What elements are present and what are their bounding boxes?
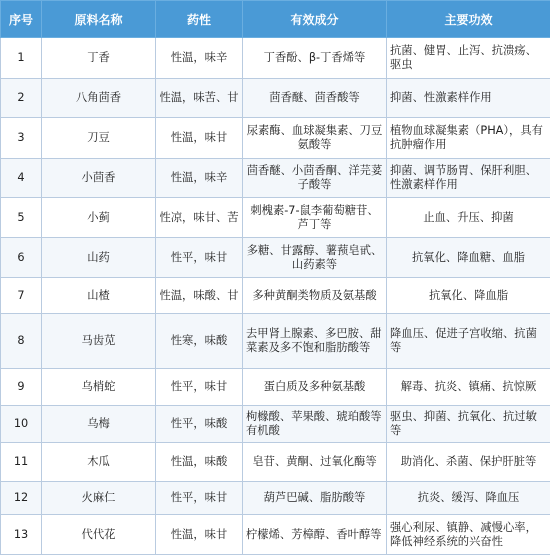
- table-row: [1, 198, 550, 238]
- cell-ingredients: 去甲肾上腺素、多巴胺、甜菜素及多不饱和脂肪酸等: [243, 314, 387, 369]
- cell-index: 2: [1, 79, 42, 118]
- header-effects: 主要功效: [387, 1, 550, 38]
- header-name: 原料名称: [42, 1, 156, 38]
- header-index: 序号: [1, 1, 42, 38]
- cell-effects: 解毒、抗炎、镇痛、抗惊厥: [387, 369, 550, 406]
- table-row: [1, 369, 550, 406]
- cell-name: 木瓜: [42, 443, 156, 482]
- cell-name: 山楂: [42, 278, 156, 314]
- table-row: [1, 79, 550, 118]
- cell-name: 丁香: [42, 38, 156, 79]
- cell-name: 马齿苋: [42, 314, 156, 369]
- table-row: [1, 314, 550, 369]
- cell-index: 8: [1, 314, 42, 369]
- cell-effects: 抗氧化、降血糖、血脂: [387, 238, 550, 278]
- cell-name: 火麻仁: [42, 482, 156, 515]
- cell-ingredients: 丁香酚、β-丁香烯等: [243, 38, 387, 79]
- cell-property: 性温，味甘: [156, 118, 243, 159]
- cell-index: 13: [1, 515, 42, 555]
- cell-ingredients: 多糖、甘露醇、薯蓣皂甙、山药素等: [243, 238, 387, 278]
- cell-ingredients: 茴香醚、茴香酸等: [243, 79, 387, 118]
- cell-index: 9: [1, 369, 42, 406]
- cell-index: 5: [1, 198, 42, 238]
- cell-name: 刀豆: [42, 118, 156, 159]
- cell-ingredients: 葫芦巴碱、脂肪酸等: [243, 482, 387, 515]
- cell-effects: 抗炎、缓泻、降血压: [387, 482, 550, 515]
- cell-property: 性温，味酸、甘: [156, 278, 243, 314]
- table-row: [1, 118, 550, 159]
- cell-index: 1: [1, 38, 42, 79]
- cell-name: 小茴香: [42, 159, 156, 198]
- cell-ingredients: 多种黄酮类物质及氨基酸: [243, 278, 387, 314]
- cell-effects: 植物血球凝集素（PHA），具有抗肿瘤作用: [387, 118, 550, 159]
- table-row: [1, 278, 550, 314]
- cell-property: 性平，味甘: [156, 369, 243, 406]
- table-row: [1, 482, 550, 515]
- cell-name: 乌梅: [42, 406, 156, 443]
- header-property: 药性: [156, 1, 243, 38]
- cell-index: 4: [1, 159, 42, 198]
- cell-ingredients: 枸橼酸、苹果酸、琥珀酸等有机酸: [243, 406, 387, 443]
- cell-name: 代代花: [42, 515, 156, 555]
- cell-effects: 抗菌、健胃、止泻、抗溃疡、驱虫: [387, 38, 550, 79]
- cell-name: 山药: [42, 238, 156, 278]
- cell-effects: 强心利尿、镇静、减慢心率，降低神经系统的兴奋性: [387, 515, 550, 555]
- table-row: [1, 38, 550, 79]
- cell-property: 性温，味酸: [156, 443, 243, 482]
- cell-ingredients: 皂苷、黄酮、过氧化酶等: [243, 443, 387, 482]
- cell-index: 6: [1, 238, 42, 278]
- cell-effects: 止血、升压、抑菌: [387, 198, 550, 238]
- table-row: [1, 443, 550, 482]
- cell-ingredients: 柠檬烯、芳樟醇、香叶醇等: [243, 515, 387, 555]
- header-ingredients: 有效成分: [243, 1, 387, 38]
- cell-effects: 助消化、杀菌、保护肝脏等: [387, 443, 550, 482]
- cell-name: 乌梢蛇: [42, 369, 156, 406]
- cell-name: 小蓟: [42, 198, 156, 238]
- cell-index: 12: [1, 482, 42, 515]
- cell-effects: 抑菌、调节肠胃、保肝利胆、性激素样作用: [387, 159, 550, 198]
- cell-property: 性温，味甘: [156, 515, 243, 555]
- cell-property: 性平，味甘: [156, 482, 243, 515]
- cell-property: 性温，味辛: [156, 38, 243, 79]
- cell-index: 10: [1, 406, 42, 443]
- cell-effects: 抑菌、性激素样作用: [387, 79, 550, 118]
- table-row: [1, 406, 550, 443]
- cell-property: 性寒，味酸: [156, 314, 243, 369]
- cell-property: 性平，味甘: [156, 238, 243, 278]
- table-row: [1, 515, 550, 555]
- cell-index: 3: [1, 118, 42, 159]
- cell-property: 性温，味辛: [156, 159, 243, 198]
- cell-property: 性平，味酸: [156, 406, 243, 443]
- cell-ingredients: 茴香醚、小茴香酮、洋芫荽子酸等: [243, 159, 387, 198]
- cell-index: 7: [1, 278, 42, 314]
- cell-name: 八角茴香: [42, 79, 156, 118]
- table-header-row: [1, 1, 550, 38]
- cell-property: 性温，味苦、甘: [156, 79, 243, 118]
- table-row: [1, 238, 550, 278]
- cell-ingredients: 蛋白质及多种氨基酸: [243, 369, 387, 406]
- cell-property: 性凉，味甘、苦: [156, 198, 243, 238]
- cell-index: 11: [1, 443, 42, 482]
- table-row: [1, 159, 550, 198]
- cell-effects: 驱虫、抑菌、抗氧化、抗过敏等: [387, 406, 550, 443]
- cell-ingredients: 尿素酶、血球凝集素、刀豆氨酸等: [243, 118, 387, 159]
- cell-effects: 降血压、促进子宫收缩、抗菌等: [387, 314, 550, 369]
- cell-ingredients: 刺槐素-7-鼠李葡萄糖苷、芦丁等: [243, 198, 387, 238]
- cell-effects: 抗氧化、降血脂: [387, 278, 550, 314]
